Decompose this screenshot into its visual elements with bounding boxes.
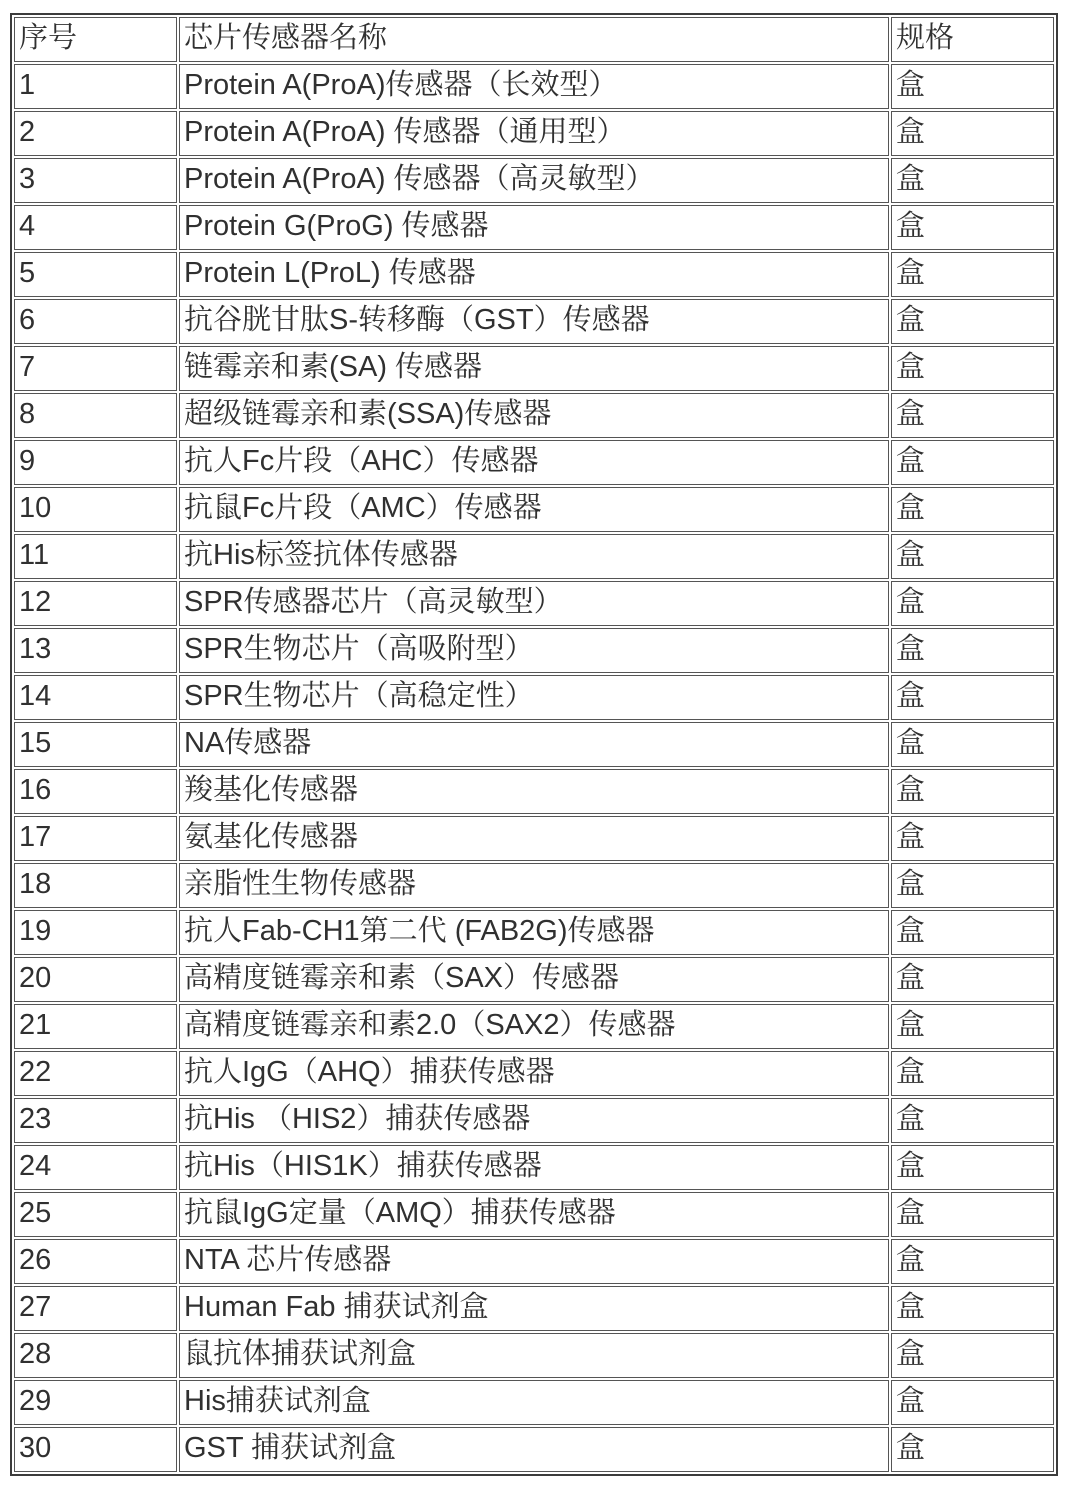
table-row — [14, 769, 1054, 814]
cell-index: 22 — [14, 1051, 177, 1096]
header-row — [14, 17, 1054, 62]
cell-sensor-name: NTA 芯片传感器 — [179, 1239, 889, 1284]
cell-spec: 盒 — [891, 1145, 1054, 1190]
cell-spec: 盒 — [891, 1286, 1054, 1331]
cell-index: 24 — [14, 1145, 177, 1190]
cell-index: 12 — [14, 581, 177, 626]
cell-sensor-name: 抗人Fab-CH1第二代 (FAB2G)传感器 — [179, 910, 889, 955]
cell-spec: 盒 — [891, 1380, 1054, 1425]
table-row — [14, 111, 1054, 156]
cell-spec: 盒 — [891, 628, 1054, 673]
cell-spec: 盒 — [891, 769, 1054, 814]
cell-index: 4 — [14, 205, 177, 250]
cell-spec: 盒 — [891, 1051, 1054, 1096]
cell-spec: 盒 — [891, 252, 1054, 297]
cell-spec: 盒 — [891, 440, 1054, 485]
cell-spec: 盒 — [891, 346, 1054, 391]
cell-index: 25 — [14, 1192, 177, 1237]
cell-index: 14 — [14, 675, 177, 720]
cell-sensor-name: SPR生物芯片（高吸附型） — [179, 628, 889, 673]
table-row — [14, 64, 1054, 109]
cell-index: 7 — [14, 346, 177, 391]
cell-sensor-name: 羧基化传感器 — [179, 769, 889, 814]
cell-index: 9 — [14, 440, 177, 485]
cell-index: 6 — [14, 299, 177, 344]
cell-index: 27 — [14, 1286, 177, 1331]
cell-spec: 盒 — [891, 205, 1054, 250]
cell-index: 26 — [14, 1239, 177, 1284]
cell-spec: 盒 — [891, 816, 1054, 861]
cell-sensor-name: 抗谷胱甘肽S-转移酶（GST）传感器 — [179, 299, 889, 344]
cell-spec: 盒 — [891, 111, 1054, 156]
cell-spec: 盒 — [891, 64, 1054, 109]
cell-index: 17 — [14, 816, 177, 861]
cell-spec: 盒 — [891, 1098, 1054, 1143]
cell-sensor-name: 链霉亲和素(SA) 传感器 — [179, 346, 889, 391]
table-row — [14, 534, 1054, 579]
cell-index: 23 — [14, 1098, 177, 1143]
cell-sensor-name: 亲脂性生物传感器 — [179, 863, 889, 908]
cell-spec: 盒 — [891, 1192, 1054, 1237]
table-row — [14, 158, 1054, 203]
table-row — [14, 487, 1054, 532]
cell-sensor-name: 高精度链霉亲和素2.0（SAX2）传感器 — [179, 1004, 889, 1049]
cell-index: 21 — [14, 1004, 177, 1049]
cell-index: 29 — [14, 1380, 177, 1425]
table-row — [14, 1380, 1054, 1425]
table-row — [14, 628, 1054, 673]
cell-sensor-name: His捕获试剂盒 — [179, 1380, 889, 1425]
col-header-sensor-name: 芯片传感器名称 — [179, 17, 889, 62]
cell-sensor-name: 氨基化传感器 — [179, 816, 889, 861]
cell-index: 8 — [14, 393, 177, 438]
cell-spec: 盒 — [891, 487, 1054, 532]
cell-index: 20 — [14, 957, 177, 1002]
cell-index: 18 — [14, 863, 177, 908]
cell-spec: 盒 — [891, 910, 1054, 955]
table-row — [14, 957, 1054, 1002]
cell-sensor-name: 抗His标签抗体传感器 — [179, 534, 889, 579]
table-row — [14, 346, 1054, 391]
cell-spec: 盒 — [891, 1427, 1054, 1472]
cell-sensor-name: Protein A(ProA) 传感器（高灵敏型） — [179, 158, 889, 203]
cell-sensor-name: 鼠抗体捕获试剂盒 — [179, 1333, 889, 1378]
cell-spec: 盒 — [891, 534, 1054, 579]
table-row — [14, 910, 1054, 955]
cell-index: 10 — [14, 487, 177, 532]
table-row — [14, 1051, 1054, 1096]
cell-sensor-name: 抗His（HIS1K）捕获传感器 — [179, 1145, 889, 1190]
cell-index: 2 — [14, 111, 177, 156]
table-row — [14, 1427, 1054, 1472]
cell-spec: 盒 — [891, 675, 1054, 720]
table-row — [14, 722, 1054, 767]
cell-spec: 盒 — [891, 957, 1054, 1002]
cell-spec: 盒 — [891, 1333, 1054, 1378]
col-header-index: 序号 — [14, 17, 177, 62]
cell-spec: 盒 — [891, 1004, 1054, 1049]
cell-spec: 盒 — [891, 158, 1054, 203]
table-row — [14, 1286, 1054, 1331]
table-row — [14, 205, 1054, 250]
cell-index: 28 — [14, 1333, 177, 1378]
cell-index: 16 — [14, 769, 177, 814]
table-row — [14, 1239, 1054, 1284]
table-row — [14, 1145, 1054, 1190]
cell-index: 11 — [14, 534, 177, 579]
cell-spec: 盒 — [891, 393, 1054, 438]
cell-sensor-name: GST 捕获试剂盒 — [179, 1427, 889, 1472]
cell-sensor-name: 高精度链霉亲和素（SAX）传感器 — [179, 957, 889, 1002]
cell-index: 13 — [14, 628, 177, 673]
table-row — [14, 299, 1054, 344]
cell-sensor-name: 抗His （HIS2）捕获传感器 — [179, 1098, 889, 1143]
cell-sensor-name: Protein G(ProG) 传感器 — [179, 205, 889, 250]
table-row — [14, 252, 1054, 297]
table-row — [14, 581, 1054, 626]
cell-index: 3 — [14, 158, 177, 203]
table-row — [14, 675, 1054, 720]
cell-sensor-name: 抗鼠IgG定量（AMQ）捕获传感器 — [179, 1192, 889, 1237]
table-row — [14, 393, 1054, 438]
cell-index: 15 — [14, 722, 177, 767]
table-row — [14, 1098, 1054, 1143]
cell-sensor-name: Human Fab 捕获试剂盒 — [179, 1286, 889, 1331]
cell-index: 5 — [14, 252, 177, 297]
cell-sensor-name: 超级链霉亲和素(SSA)传感器 — [179, 393, 889, 438]
cell-spec: 盒 — [891, 1239, 1054, 1284]
cell-sensor-name: 抗人Fc片段（AHC）传感器 — [179, 440, 889, 485]
cell-spec: 盒 — [891, 581, 1054, 626]
table-row — [14, 1004, 1054, 1049]
table-row — [14, 863, 1054, 908]
col-header-spec: 规格 — [891, 17, 1054, 62]
cell-sensor-name: Protein L(ProL) 传感器 — [179, 252, 889, 297]
table-body — [14, 64, 1054, 1472]
cell-sensor-name: Protein A(ProA) 传感器（通用型） — [179, 111, 889, 156]
cell-index: 1 — [14, 64, 177, 109]
cell-sensor-name: SPR生物芯片（高稳定性） — [179, 675, 889, 720]
cell-spec: 盒 — [891, 299, 1054, 344]
cell-index: 30 — [14, 1427, 177, 1472]
cell-spec: 盒 — [891, 863, 1054, 908]
cell-sensor-name: 抗人IgG（AHQ）捕获传感器 — [179, 1051, 889, 1096]
sensor-table — [10, 13, 1058, 1476]
cell-sensor-name: 抗鼠Fc片段（AMC）传感器 — [179, 487, 889, 532]
table-row — [14, 440, 1054, 485]
table-row — [14, 816, 1054, 861]
cell-sensor-name: NA传感器 — [179, 722, 889, 767]
cell-sensor-name: SPR传感器芯片（高灵敏型） — [179, 581, 889, 626]
cell-spec: 盒 — [891, 722, 1054, 767]
cell-index: 19 — [14, 910, 177, 955]
table-row — [14, 1333, 1054, 1378]
cell-sensor-name: Protein A(ProA)传感器（长效型） — [179, 64, 889, 109]
table-row — [14, 1192, 1054, 1237]
